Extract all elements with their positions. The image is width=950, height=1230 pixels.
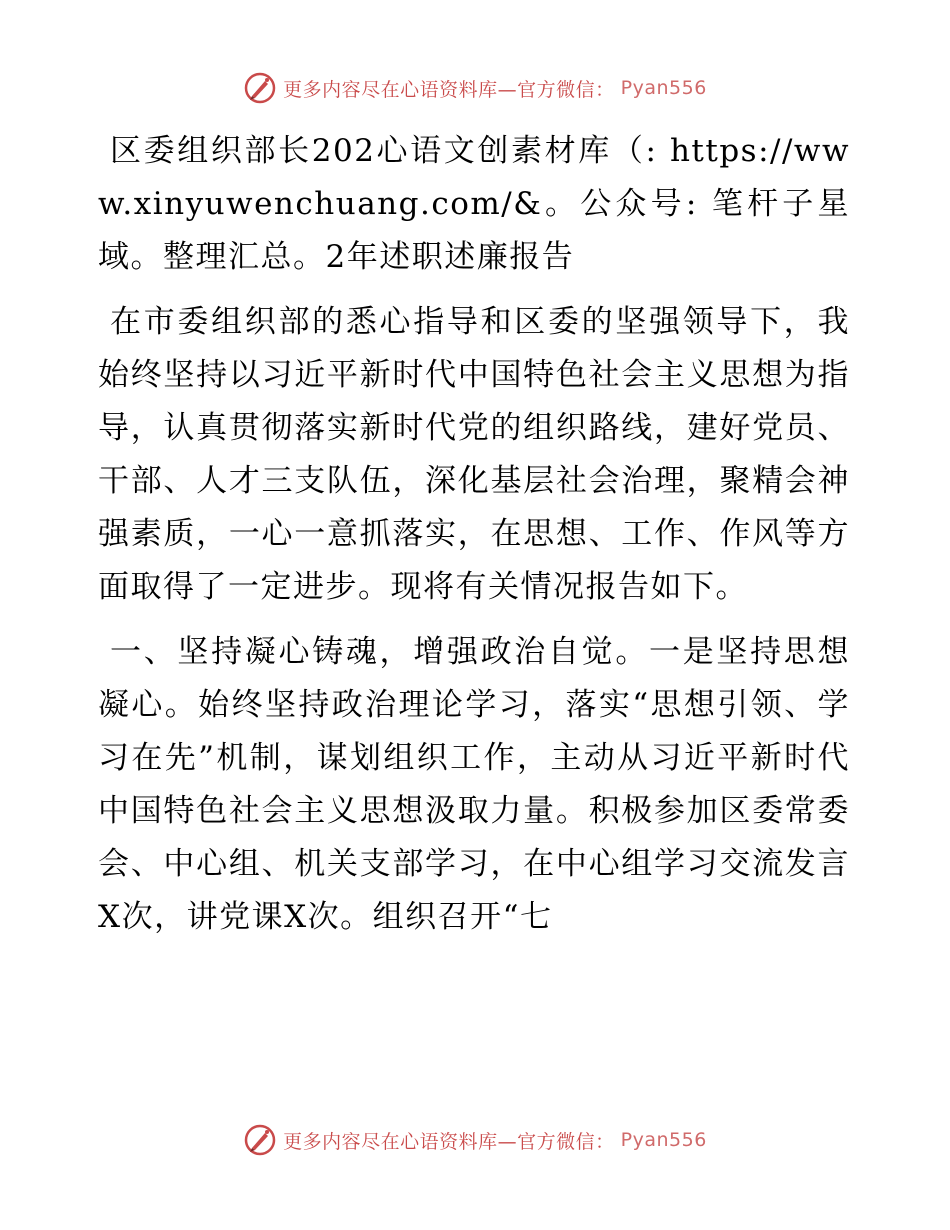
watermark-text: 更多内容尽在心语资料库—官方微信： [283, 78, 615, 101]
watermark-footer [0, 1120, 950, 1160]
paragraph-intro: 在市委组织部的悉心指导和区委的坚强领导下，我始终坚持以习近平新时代中国特色社会主义思想为指导，认真贯彻落实新时代党的组织路线，建好党员、干部、人才三支队伍，深化基层社会治理，聚精会神强素质，一心一意抓落实，在思想、工作、作风等方面取得了一定进步。现将有关情况报告如下。 [98, 304, 850, 605]
paragraph-section-1: 一、坚持凝心铸魂，增强政治自觉。一是坚持思想凝心。始终坚持政治理论学习，落实“思想引领、学习在先”机制，谋划组织工作，主动从习近平新时代中国特色社会主义思想汲取力量。积极参加区委常委会、中心组、机关支部学习，在中心组学习交流发言X次，讲党课X次。组织召开“七 [98, 634, 850, 935]
watermark-text: 更多内容尽在心语资料库—官方微信： [283, 1130, 615, 1153]
watermark-wechat-id: Pyan556 [620, 1129, 707, 1151]
watermark-header [0, 68, 950, 108]
pen-logo-icon [243, 71, 277, 105]
document-title: 区委组织部长202心语文创素材库（: https://www.xinyuwenchuang.com/&。公众号: 笔杆子星域。整理汇总。2年述职述廉报告 [98, 133, 850, 275]
watermark-wechat-id: Pyan556 [620, 77, 707, 99]
pen-logo-icon [243, 1123, 277, 1157]
document-body [98, 125, 850, 956]
